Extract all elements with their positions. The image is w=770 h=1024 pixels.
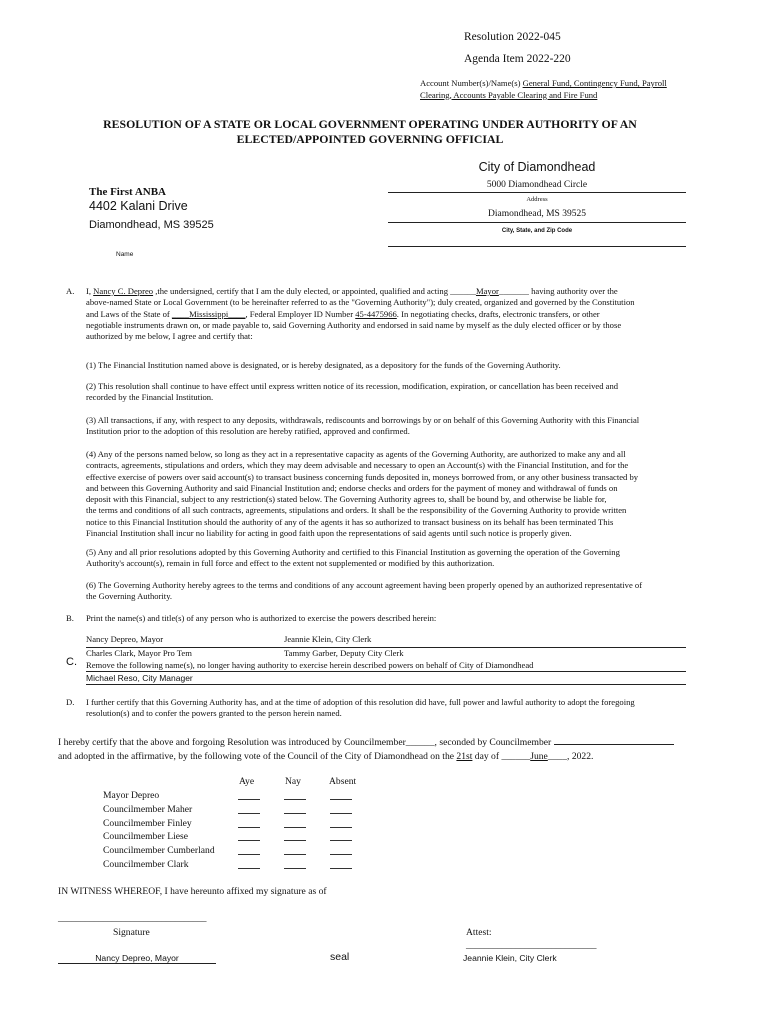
authority-street: 5000 Diamondhead Circle — [486, 180, 588, 190]
document-title: RESOLUTION OF A STATE OR LOCAL GOVERNMENT OPERATING UNDER AUTHORITY OF AN ELECTED/APPOINTED GOVERNING OFFICIAL — [103, 117, 637, 146]
bank-label: Name — [116, 251, 134, 258]
aye-blank[interactable] — [238, 860, 260, 869]
section-b-text: Print the name(s) and title(s) of any person who is authorized to exercise the powers described herein: — [86, 613, 437, 623]
section-a-text: I, Nancy C. Depreo ,the undersigned, certify that I am the duly elected, or appointed, qualified and acting ______Mayor_______ having authority over the above-named State or Local Government (to be hereinafter referred to as the "Governing Authority"); duly created, organized and governed by the Constitution and Laws of the State of ____Mississippi____, Federal Employer ID Number 45-4475966. In negotiating checks, drafts, electronic transfers, or other negotiable instruments drawn on, or made payable to, said Governing Authority and endorsed in said name by myself as the duly elected officer or by those authorized by me below, I agree and certify that: — [86, 286, 635, 342]
nay-blank[interactable] — [284, 805, 306, 814]
account-names: Account Number(s)/Name(s) General Fund, Contingency Fund, Payroll Clearing, Accounts Payable Clearing and Fire Fund — [420, 78, 667, 100]
address-label: Address — [526, 196, 548, 203]
certify-text: I hereby certify that the above and forgoing Resolution was introduced by Councilmember______, seconded by Councilmember and adopted in the affirmative, by the following vote of the Council of the City of Diamondhead on the 21st day of ______June____, 2022. — [58, 735, 698, 764]
nay-blank[interactable] — [284, 846, 306, 855]
section-c-text: Remove the following name(s), no longer having authority to exercise herein described powers on behalf of City of Diamondhead — [86, 660, 534, 670]
nay-blank[interactable] — [284, 791, 306, 800]
absent-blank[interactable] — [330, 832, 352, 841]
address-line — [388, 192, 686, 193]
authorized-person-3: Charles Clark, Mayor Pro Tem — [86, 648, 192, 658]
section-c-letter: C. — [66, 656, 77, 668]
resolution-number: Resolution 2022-045 — [464, 31, 561, 43]
vote-row: Councilmember Finley — [103, 817, 192, 829]
absent-blank[interactable] — [330, 819, 352, 828]
section-b-letter: B. — [66, 613, 74, 623]
city-line — [388, 222, 686, 223]
vote-row: Councilmember Clark — [103, 858, 189, 870]
clause-2: (2) This resolution shall continue to have effect until express written notice of its recession, modification, expiration, or cancellation has been received and recorded by the Financial Institution. — [86, 381, 619, 403]
section-d-text: I further certify that this Governing Authority has, and at the time of adoption of this resolution did have, full power and lawful authority to adopt the foregoing resolution(s) and to confer the powers granted to the person herein named. — [86, 697, 635, 719]
vote-row: Mayor Depreo — [103, 790, 160, 801]
clause-1: (1) The Financial Institution named above is designated, or is hereby designated, as a depository for the funds of the Governing Authority. — [86, 360, 561, 370]
vote-header-nay: Nay — [285, 776, 301, 787]
attest-label: Attest: — [466, 927, 492, 938]
authority-name: City of Diamondhead — [478, 160, 596, 174]
clause-6: (6) The Governing Authority hereby agrees to the terms and conditions of any account agreement having been properly opened by an authorized representative of the Governing Authority. — [86, 580, 643, 602]
section-c-line — [86, 671, 686, 672]
authorized-person-1: Nancy Depreo, Mayor — [86, 634, 164, 644]
section-a-letter: A. — [66, 286, 75, 296]
signature-line[interactable]: _________________________________ — [58, 913, 207, 923]
signer-name: Nancy Depreo, Mayor — [58, 953, 216, 964]
agenda-item: Agenda Item 2022-220 — [464, 53, 571, 65]
witness-text: IN WITNESS WHEREOF, I have hereunto affixed my signature as of — [58, 886, 327, 897]
seal-label: seal — [330, 951, 350, 963]
vote-row: Councilmember Liese — [103, 831, 188, 843]
aye-blank[interactable] — [238, 805, 260, 814]
clause-4: (4) Any of the persons named below, so long as they act in a representative capacity as agents of the Governing Authority, are authorized to make any and all contracts, agreements, stipulations and orders, which they may deem advisable and necessary to open an Account(s) with the Financial Institution, and for the effective exercise of powers over said account(s) to transact business concerning funds deposited in, moneys borrowed from, or any other business transacted by and between this Governing Authority and said Financial Institution and; endorse checks and orders for the payment of money and withdrawal of funds on deposit with this Financial, subject to any restriction(s) stated below. The Governing Authority agrees to, shall be bound by, and otherwise be liable for, the terms and conditions of all such contracts, agreements, stipulations and orders. It shall be the responsibility of the Governing Authority to provide written notice to this Financial Institution should the authority of any of the agents it has so authorized to transact business on its behalf has been terminated This Financial Institution shall incur no liability for acting in good faith upon the representations of said agents until such notice is properly given. — [86, 449, 639, 539]
absent-blank[interactable] — [330, 805, 352, 814]
aye-blank[interactable] — [238, 791, 260, 800]
nay-blank[interactable] — [284, 819, 306, 828]
aye-blank[interactable] — [238, 846, 260, 855]
aye-blank[interactable] — [238, 832, 260, 841]
clause-5: (5) Any and all prior resolutions adopted by this Governing Authority and certified to this Financial Institution as governing the operation of the Governing Authority's account(s), remain in full force and effect to the extent not supplemented or modified by this authorization. — [86, 547, 620, 569]
vote-row: Councilmember Maher — [103, 803, 193, 815]
city-label: City, State, and Zip Code — [501, 228, 573, 234]
vote-header-absent: Absent — [329, 776, 357, 787]
attest-line[interactable]: _____________________________ — [466, 940, 597, 950]
vote-row: Councilmember Cumberland — [103, 845, 215, 857]
removed-line — [86, 684, 686, 685]
aye-blank[interactable] — [238, 819, 260, 828]
section-d-letter: D. — [66, 697, 75, 707]
signature-label: Signature — [113, 927, 150, 938]
nay-blank[interactable] — [284, 860, 306, 869]
removed-person: Michael Reso, City Manager — [86, 673, 193, 683]
authorized-person-4: Tammy Garber, Deputy City Clerk — [284, 648, 404, 658]
authority-city: Diamondhead, MS 39525 — [488, 209, 586, 219]
vote-blanks — [238, 789, 376, 872]
vote-header-aye: Aye — [239, 776, 255, 787]
blank-line — [388, 246, 686, 247]
absent-blank[interactable] — [330, 791, 352, 800]
bank-name: The First ANBA — [89, 186, 166, 198]
absent-blank[interactable] — [330, 860, 352, 869]
bank-street: 4402 Kalani Drive — [89, 199, 188, 213]
clause-3: (3) All transactions, if any, with respect to any deposits, withdrawals, rediscounts and borrowings by or on behalf of this Governing Authority with this Financial Institution prior to the adoption of this resolution are hereby ratified, approved and confirmed. — [86, 415, 640, 437]
bank-city: Diamondhead, MS 39525 — [89, 219, 214, 231]
nay-blank[interactable] — [284, 832, 306, 841]
authorized-person-2: Jeannie Klein, City Clerk — [284, 634, 372, 644]
clerk-name: Jeannie Klein, City Clerk — [463, 953, 557, 963]
absent-blank[interactable] — [330, 846, 352, 855]
